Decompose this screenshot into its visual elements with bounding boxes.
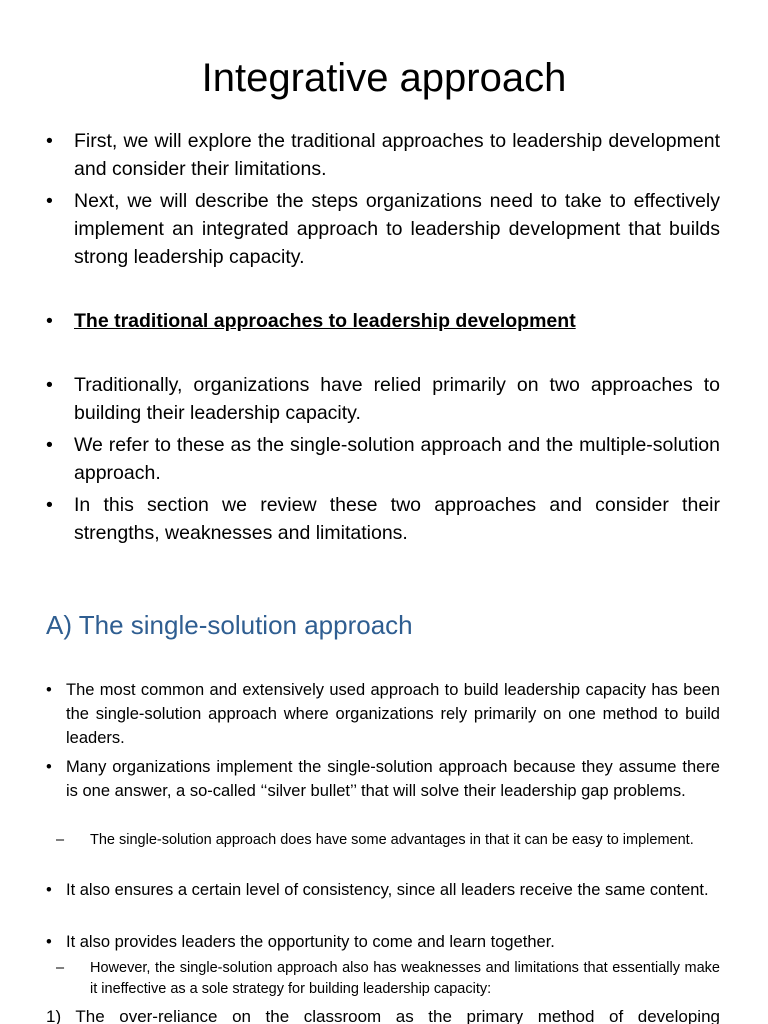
dash-icon: – (56, 960, 65, 976)
sub-list-item (56, 958, 720, 1000)
list-item-text: Many organizations implement the single-solution approach because they assume there is one answer, a so-called ‘‘silver bullet’’ that will solve their leadership gap problems. (66, 758, 720, 800)
list-item (46, 187, 720, 271)
numbered-item: 1) The over-reliance on the classroom as the primary method of developing (46, 1007, 720, 1024)
section-heading-text: The traditional approaches to leadership development (74, 310, 576, 332)
list-item (46, 930, 720, 954)
list-item-text: Traditionally, organizations have relied primarily on two approaches to building their leadership capacity. (74, 374, 720, 424)
list-item (46, 127, 720, 183)
subsection-heading: A) The single-solution approach (46, 610, 413, 640)
list-item-text: First, we will explore the traditional approaches to leadership development and consider their limitations. (74, 130, 720, 180)
section-heading-item (46, 307, 720, 335)
bullet-icon: • (46, 190, 53, 212)
list-item-text: It also ensures a certain level of consistency, since all leaders receive the same content. (66, 881, 709, 899)
bullet-icon: • (46, 681, 52, 699)
list-item (46, 755, 720, 803)
list-item-text: We refer to these as the single-solution approach and the multiple-solution approach. (74, 434, 720, 484)
sub-list-item-text: However, the single-solution approach also has weaknesses and limitations that essentially make it ineffective as a sole strategy for building leadership capacity: (90, 960, 720, 997)
list-item-text: In this section we review these two approaches and consider their strengths, weaknesses and limitations. (74, 494, 720, 544)
sub-list-item (56, 830, 720, 851)
bullet-icon: • (46, 881, 52, 899)
list-item-text: Next, we will describe the steps organizations need to take to effectively implement an integrated approach to leadership development that builds strong leadership capacity. (74, 190, 720, 268)
bullet-icon: • (46, 434, 53, 456)
bullet-icon: • (46, 374, 53, 396)
bullet-icon: • (46, 758, 52, 776)
list-item-text: The most common and extensively used approach to build leadership capacity has been the single-solution approach where organizations rely primarily on one method to build leaders. (66, 681, 720, 747)
sub-list-item-text: The single-solution approach does have some advantages in that it can be easy to implement. (90, 832, 694, 848)
list-item (46, 878, 720, 902)
list-item (46, 491, 720, 547)
page-title: Integrative approach (201, 56, 567, 100)
list-item (46, 371, 720, 427)
dash-icon: – (56, 832, 65, 848)
list-item-text: It also provides leaders the opportunity to come and learn together. (66, 933, 555, 951)
list-item (46, 431, 720, 487)
bullet-icon: • (46, 494, 53, 516)
list-item (46, 678, 720, 750)
bullet-icon: • (46, 130, 53, 152)
bullet-icon: • (46, 933, 52, 951)
bullet-icon: • (46, 310, 53, 332)
